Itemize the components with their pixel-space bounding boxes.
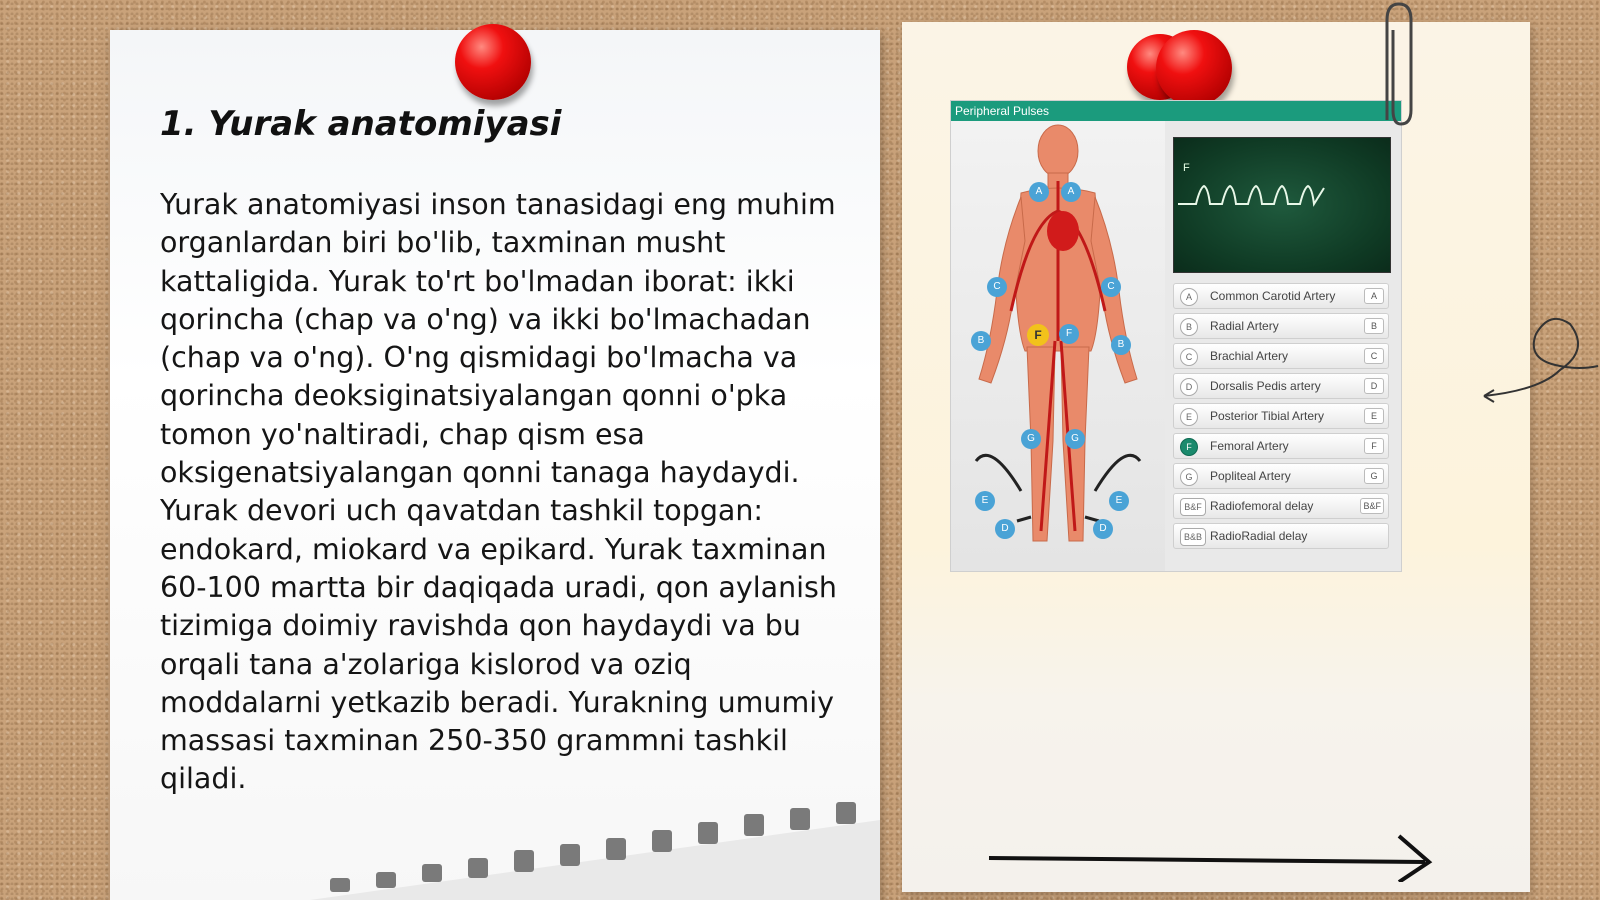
pulse-item-femoral[interactable] <box>1173 433 1389 459</box>
figure-header: Peripheral Pulses <box>951 101 1401 121</box>
pulse-code: C <box>1364 348 1384 364</box>
pulse-badge: D <box>1180 378 1198 396</box>
pulse-item-radiofemoral-delay[interactable] <box>1173 493 1389 519</box>
pulse-badge: B <box>1180 318 1198 336</box>
pulse-item-posterior-tibial[interactable] <box>1173 403 1389 429</box>
pulse-item-popliteal[interactable] <box>1173 463 1389 489</box>
pulse-code: B&F <box>1360 498 1384 514</box>
pulse-label: Brachial Artery <box>1210 349 1289 363</box>
pulse-badge: C <box>1180 348 1198 366</box>
pulse-item-radial[interactable] <box>1173 313 1389 339</box>
pulse-label: Common Carotid Artery <box>1210 289 1336 303</box>
pulse-code: E <box>1364 408 1384 424</box>
marker-e-left[interactable]: E <box>975 491 995 511</box>
pulse-badge: E <box>1180 408 1198 426</box>
body-paragraph: Yurak anatomiyasi inson tanasidagi eng muhim organlardan biri bo'lib, taxminan musht kattaligida. Yurak to'rt bo'lmadan iborat: ikki qorincha (chap va o'ng) va ikki bo'lmachadan (chap va o'ng). O'ng qismidagi bo'lmacha va qorincha deoksiginatsiyalangan qonni o'pka tomon yo'naltiradi, chap qism esa oksigenatsiyalangan qonni tanaga haydaydi. Yurak devori uch qavatdan tashkil topgan: endokard, miokard va epikard. Yurak taxminan 60-100 martta bir daqiqada uradi, qon aylanish tizimiga doimiy ravishda qon haydaydi va bu orqali tana a'zolariga kislorod va oziq moddalarni yetkazib beradi. Yurakning umumiy massasi taxminan 250-350 grammni tashkil qiladi. <box>160 188 837 796</box>
pulse-code: F <box>1364 438 1384 454</box>
pulse-code: G <box>1364 468 1384 484</box>
marker-a-left[interactable]: A <box>1029 182 1049 202</box>
pulse-label: Dorsalis Pedis artery <box>1210 379 1321 393</box>
pulse-monitor <box>1173 137 1391 273</box>
marker-f-right[interactable]: F <box>1059 324 1079 344</box>
push-pin-icon <box>1156 30 1232 106</box>
pulse-badge: F <box>1180 438 1198 456</box>
pulse-label: Femoral Artery <box>1210 439 1289 453</box>
page-title: 1. Yurak anatomiyasi <box>160 104 562 144</box>
arrow-right-icon[interactable] <box>985 832 1445 882</box>
pulse-label: Posterior Tibial Artery <box>1210 409 1325 423</box>
marker-a-right[interactable]: A <box>1061 182 1081 202</box>
marker-c-right[interactable]: C <box>1101 277 1121 297</box>
paper-clip-icon <box>1375 0 1415 130</box>
pulse-waveform <box>1174 138 1390 272</box>
marker-e-right[interactable]: E <box>1109 491 1129 511</box>
push-pin-icon <box>455 24 531 100</box>
marker-f-left[interactable]: F <box>1027 324 1049 346</box>
spiral-binding-icon <box>310 800 880 900</box>
pulse-code: A <box>1364 288 1384 304</box>
pulse-badge: A <box>1180 288 1198 306</box>
marker-g-right[interactable]: G <box>1065 429 1085 449</box>
scribble-arrow-icon <box>1480 310 1600 410</box>
marker-d-left[interactable]: D <box>995 519 1015 539</box>
pulse-list <box>1173 283 1389 553</box>
pulse-item-common-carotid[interactable] <box>1173 283 1389 309</box>
pulse-label: Popliteal Artery <box>1210 469 1291 483</box>
anatomy-body-figure <box>951 121 1165 571</box>
pulse-code: D <box>1364 378 1384 394</box>
pulse-badge: G <box>1180 468 1198 486</box>
marker-b-left[interactable]: B <box>971 331 991 351</box>
pulse-item-brachial[interactable] <box>1173 343 1389 369</box>
pulse-badge: B&B <box>1180 528 1206 546</box>
pulse-badge: B&F <box>1180 498 1206 516</box>
pulse-item-dorsalis-pedis[interactable] <box>1173 373 1389 399</box>
marker-b-right[interactable]: B <box>1111 335 1131 355</box>
pulse-code: B <box>1364 318 1384 334</box>
pulse-label: Radiofemoral delay <box>1210 499 1314 513</box>
pulse-label: Radial Artery <box>1210 319 1279 333</box>
peripheral-pulses-figure <box>950 100 1402 572</box>
marker-d-right[interactable]: D <box>1093 519 1113 539</box>
pulse-item-radioradial-delay[interactable] <box>1173 523 1389 549</box>
marker-g-left[interactable]: G <box>1021 429 1041 449</box>
pulse-label: RadioRadial delay <box>1210 529 1308 543</box>
marker-c-left[interactable]: C <box>987 277 1007 297</box>
monitor-label: F <box>1183 162 1190 174</box>
